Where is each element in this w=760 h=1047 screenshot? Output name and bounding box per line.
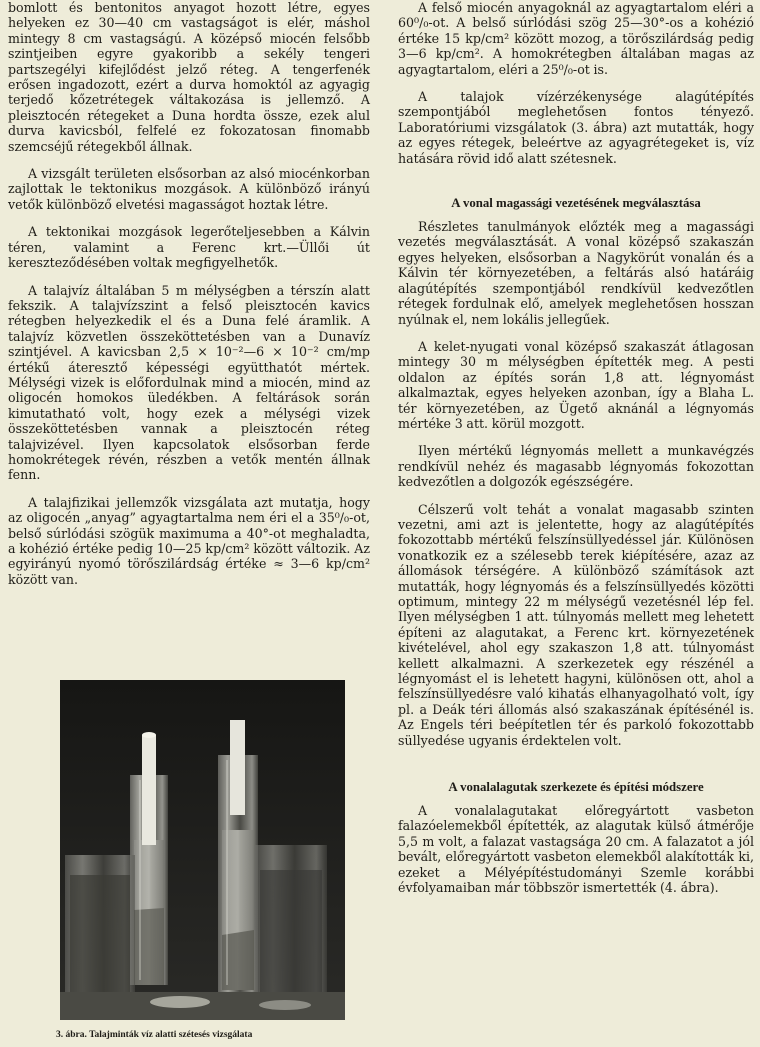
paragraph: Részletes tanulmányok előzték meg a magassági vezetés megválasztását. A vonal középső szakaszán egyes helyeken, elsősorban a Nagykörút vonalán és a Kálvin tér környezetében, a feltárás alsó határáig alagútépítés szempontjából rendkívül kedvezőtlen rétegek fordulnak elő, amelyek meglehetősen hosszan nyúlnak el, nem lokális jellegűek. — [398, 219, 754, 327]
paragraph: Ilyen mértékű légnyomás mellett a munkavégzés rendkívül nehéz és magasabb légnyomás fokozottan kedvezőtlen a dolgozók egészségére. — [398, 443, 754, 490]
paragraph: A felső miocén anyagoknál az agyagtartalom eléri a 60⁰/₀-ot. A belső súrlódási szög 25—30°-os a kohézió értéke 15 kp/cm² között mozog, a törőszilárdság pedig 3—6 kp/cm². A homokrétegben általában magas az agyagtartalom, eléri a 25⁰/₀-ot is. — [398, 0, 754, 77]
section-heading: A vonalalagutak szerkezete és építési módszere — [448, 780, 704, 795]
paragraph: A talajvíz általában 5 m mélységben a térszín alatt fekszik. A talajvízszint a felső pleisztocén kavics rétegben helyezkedik el és a Duna felé áramlik. A talajvíz közvetlen összeköttetésben van a Dunavíz szintjével. A kavicsban 2,5 × 10⁻²—6 × 10⁻² cm/mp értékű áteresztő képességi együtthatót mértek. Mélységi vizek is előfordulnak mind a miocén, mind az oligocén homokos üledékben. A feltárások során kimutatható volt, hogy ezek a mélységi vizek összeköttetésben vannak a pleisztocén réteg talajvizével. Ilyen kapcsolatok elsősorban ferde homokrétegek révén, részben a vetők mentén állnak fenn. — [8, 282, 370, 483]
paragraph: A tektonikai mozgások legerőteljesebben a Kálvin téren, valamint a Ferenc krt.—Üllői út kereszteződésében voltak megfigyelhetők. — [8, 224, 370, 271]
left-column — [8, 0, 370, 599]
paragraph: bomlott és bentonitos anyagot hozott létre, egyes helyeken ez 30—40 cm vastagságot is elér, máshol mintegy 8 cm vastagságú. A középső miocén felsőbb szintjeiben egyre gyakoribb a sekély tengeri partszegélyi kifejlődést jelző réteg. A tengerfenék erősen ingadozott, ezért a durva homoktól az agyagig terjedő kőzetrétegek váltakozása is jellemző. A pleisztocén rétegeket a Duna hordta össze, ezek alul durva kavicsból, felfelé ez fokozatosan finomabb szemcséjű rétegekből állnak. — [8, 0, 370, 154]
figure-photo — [60, 680, 345, 1020]
paragraph: A talajfizikai jellemzők vizsgálata azt mutatja, hogy az oligocén „anyag” agyagtartalma nem éri el a 35⁰/₀-ot, belső súrlódási szögük maximuma a 40°-ot meghaladta, a kohézió értéke pedig 10—25 kp/cm² között változik. Az egyirányú nyomó törőszilárdság értéke ≈ 3—6 kp/cm² között van. — [8, 494, 370, 587]
figure-caption: 3. ábra. Talajminták víz alatti szétesés vizsgálata — [56, 1030, 253, 1040]
paragraph: A vizsgált területen elsősorban az alsó miocénkorban zajlottak le tektonikus mozgások. A különböző irányú vetők különböző elvetési magasságot hoztak létre. — [8, 166, 370, 212]
paragraph: A talajok vízérzékenysége alagútépítés szempontjából meglehetősen fontos tényező. Laboratóriumi vizsgálatok (3. ábra) azt mutatták, hogy az egyes rétegek, beleértve az agyagrétegeket is, víz hatására rövid idő alatt szétesnek. — [398, 89, 754, 166]
paragraph: A vonalalagutakat előregyártott vasbeton falazóelemekből építették, az alagutak külső átmérője 5,5 m volt, a falazat vastagsága 20 cm. A falazatot a jól bevált, előregyártott vasbeton elemekből alakították ki, ezeket a Mélyépítéstudományi Szemle korábbi évfolyamaiban már többször ismertették (4. ábra). — [398, 803, 754, 896]
paragraph: A kelet-nyugati vonal középső szakaszát átlagosan mintegy 30 m mélységben építették meg. A pesti oldalon az építés során 1,8 att. légnyomást alkalmaztak, egyes helyeken azonban, így a Blaha L. tér környezetében, az Ügető aknánál a légnyomás mértéke 3 att. körül mozgott. — [398, 338, 754, 431]
soil-samples-photo — [60, 680, 345, 1020]
section-heading: A vonal magassági vezetésének megválasztása — [451, 196, 701, 211]
right-column — [398, 0, 754, 908]
paragraph: Célszerű volt tehát a vonalat magasabb szinten vezetni, ami azt is jelentette, hogy az alagútépítés fokozottabb mértékű felszínsüllyedéssel jár. Különösen vonatkozik ez a szélesebb terek kiépítésére, azaz az állomások térségére. A különböző számítások azt mutatták, hogy légnyomás és a felszínsüllyedés közötti optimum, mintegy 22 m mélységű vezetésnél lép fel. Ilyen mélységben 1 att. túlnyomás mellett meg lehetett építeni az alagutakat, a Ferenc krt. környezetének kivételével, ahol egy szakaszon 1,8 att. túlnyomást kellett alkalmazni. A szerkezetek egy részénél a légnyomást el is lehetett hagyni, különösen ott, ahol a felszínsüllyedésre való kihatás elhanyagolható volt, így pl. a Deák téri állomás alsó szakaszának építésénél is. Az Engels téri beépítetlen tér és parkoló fokozottabb süllyedése ugyanis érdektelen volt. — [398, 501, 754, 748]
